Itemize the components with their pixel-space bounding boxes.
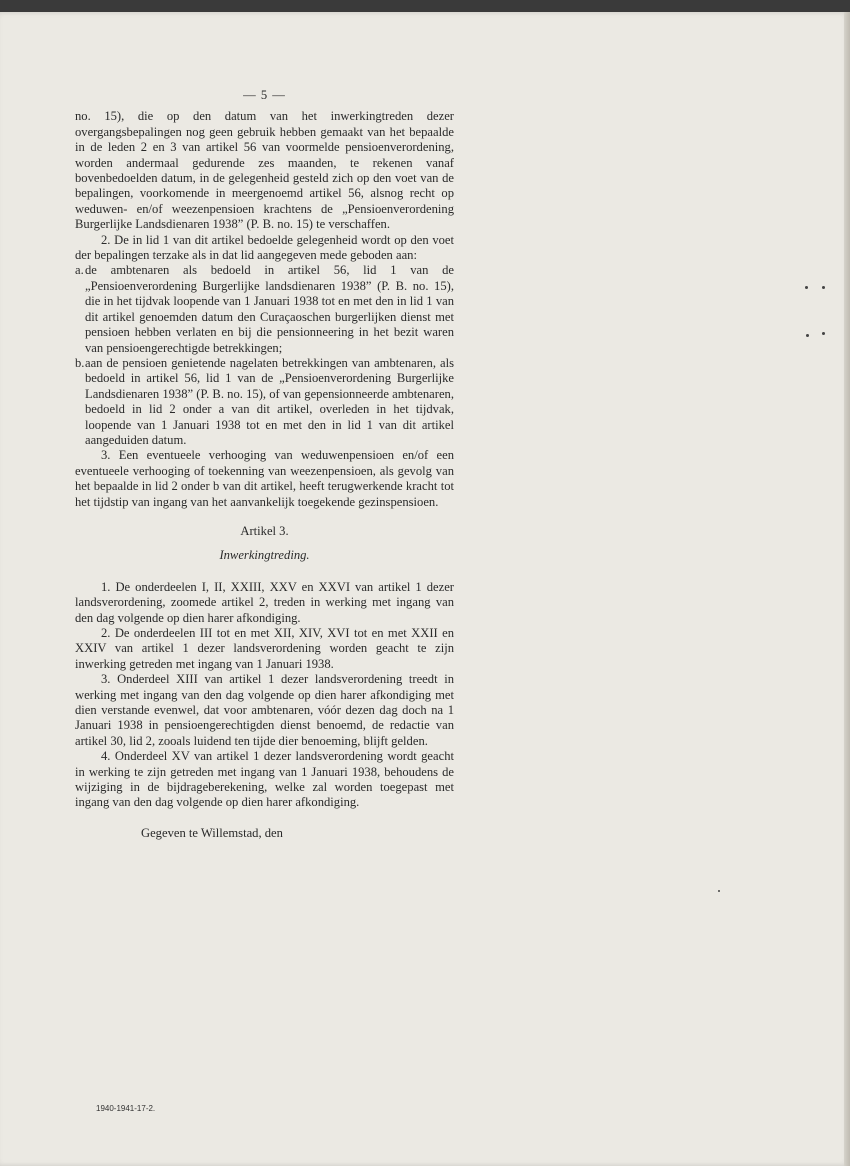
page-number: — 5 — [243,88,286,102]
paragraph-2: 2. De in lid 1 van dit artikel bedoelde gelegenheid wordt op den voet der bepalingen terzake als in dat lid aangegeven mede geboden aan: [75,232,454,263]
closing-line: Gegeven te Willemstad, den [141,825,283,840]
paragraph-3: 3. Een eventueele verhooging van weduwenpensioen en/of een eventueele verhooging of toekenning van weezenpensioen, als gevolg van het bepaalde in lid 2 onder b van dit artikel, heeft terugwerkende kracht tot het tijdstip van ingang van het aanvankelijk toegekende gezinspensioen. [75,448,454,509]
paper-speck [822,332,825,335]
list-item-text: de ambtenaren als bedoeld in artikel 56, lid 1 van de „Pensioenverordening Burgerlijke landsdienaren 1938” (P. B. no. 15), die in het tijdvak loopende van 1 Januari 1938 tot en met den in lid 1 van dit artikel genoemden datum den Curaçaoschen burgerlijken dienst met pensioen hebben verlaten en bij die pensionneering in het bezit waren van pensioengerechtigde betrekkingen; [85,263,454,355]
list-item-b [75,356,454,448]
article-title: Artikel 3. [240,523,289,538]
list-item-label: a. [75,263,84,278]
text-column [75,88,454,841]
article-paragraph-1: 1. De onderdeelen I, II, XXIII, XXV en XXVI van artikel 1 dezer landsverordening, zoomede artikel 2, treden in werking met ingang van den dag volgende op dien harer afkondiging. [75,579,454,625]
paragraph-continuation: no. 15), die op den datum van het inwerkingtreden dezer overgangsbepalingen nog geen gebruik hebben gemaakt van het bepaalde in de leden 2 en 3 van artikel 56 van voormelde pensioenverordening, worden andermaal gedurende zes maanden, te rekenen vanaf bovenbedoelden datum, in de gelegenheid gesteld zich op den voet van de bepalingen, voorkomende in meergenoemd artikel 56, alsnog recht op weduwen- en/of weezenpensioen krachtens de „Pensioenverordening Burgerlijke Landsdienaren 1938” (P. B. no. 15) te verschaffen. [75,109,454,232]
article-paragraph-2: 2. De onderdeelen III tot en met XII, XIV, XVI tot en met XXII en XXIV van artikel 1 dezer landsverordening worden geacht te zijn inwerking getreden met ingang van 1 Januari 1938. [75,626,454,671]
article-subtitle: Inwerkingtreding. [219,548,310,563]
paper-speck [806,334,809,337]
paper-speck [805,286,808,289]
list-item-a [75,263,454,355]
page-edge [844,12,850,1166]
article-paragraph-3: 3. Onderdeel XIII van artikel 1 dezer landsverordening treedt in werking met ingang van den dag volgende op dien harer afkondiging met dien verstande evenwel, dat voor ambtenaren, vóór dezen dag doch na 1 Januari 1938 in pensioengerechtigden dienst benoemd, de redactie van artikel 30, lid 2, zooals luidend ten tijde dier benoeming, blijft gelden. [75,672,454,748]
list-item-text: aan de pensioen genietende nagelaten betrekkingen van ambtenaren, als bedoeld in artikel 56, lid 1 van de „Pensioenverordening Burgerlijke Landsdienaren 1938” (P. B. no. 15), of van gepensionneerde ambtenaren, bedoeld in lid 2 onder a van dit artikel, overleden in het tijdvak, loopende van 1 Januari 1938 tot en met den in lid 1 van dit artikel aangeduiden datum. [85,355,454,447]
print-code: 1940-1941-17-2. [96,1104,156,1113]
paper-speck [718,890,720,892]
paper-speck [822,286,825,289]
article-paragraph-4: 4. Onderdeel XV van artikel 1 dezer landsverordening wordt geacht in werking te zijn getreden met ingang van 1 Januari 1938, behoudens de wijziging in de bijdrageberekening, welke zal worden toegepast met ingang van den dag volgende op dien harer afkondiging. [75,749,454,810]
list-item-label: b. [75,355,85,370]
